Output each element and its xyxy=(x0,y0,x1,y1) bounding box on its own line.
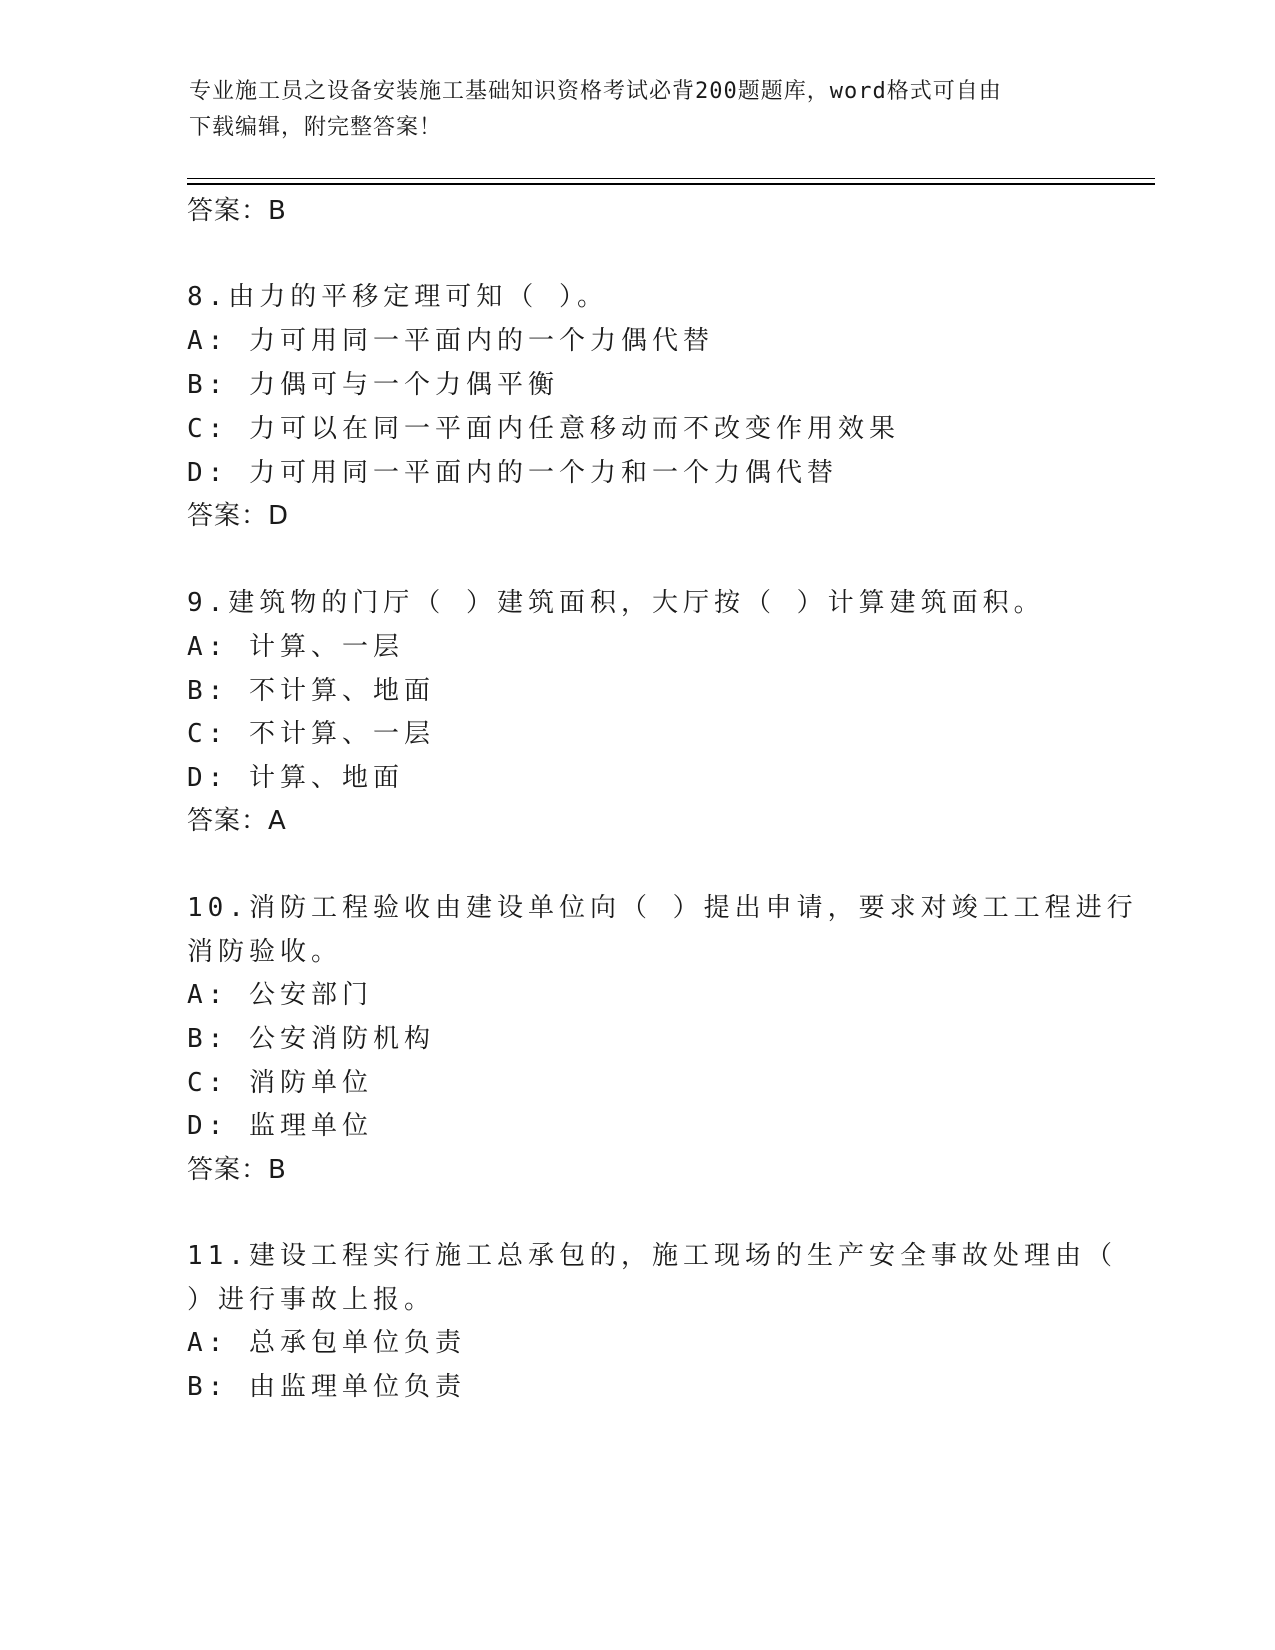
page-header xyxy=(189,74,1069,146)
question-stem: 9.建筑物的门厅（ ）建筑面积，大厅按（ ）计算建筑面积。 xyxy=(187,588,1045,618)
header-divider-thin xyxy=(187,178,1155,179)
option-c: C: 不计算、一层 xyxy=(187,719,435,749)
answer-line: 答案：B xyxy=(187,196,287,226)
option-b: B: 由监理单位负责 xyxy=(187,1372,466,1402)
option-d: D: 监理单位 xyxy=(187,1111,373,1141)
answer-line: 答案：A xyxy=(187,806,287,836)
option-a: A: 总承包单位负责 xyxy=(187,1328,466,1358)
option-b: B: 不计算、地面 xyxy=(187,676,435,706)
question-stem: 11.建设工程实行施工总承包的，施工现场的生产安全事故处理由（ xyxy=(187,1241,1117,1271)
option-d: D: 力可用同一平面内的一个力和一个力偶代替 xyxy=(187,458,838,488)
answer-line: 答案：D xyxy=(187,501,290,531)
header-line-2: 下载编辑，附完整答案！ xyxy=(189,115,443,140)
option-a: A: 公安部门 xyxy=(187,980,373,1010)
option-a: A: 计算、一层 xyxy=(187,632,404,662)
option-c: C: 消防单位 xyxy=(187,1068,373,1098)
option-a: A: 力可用同一平面内的一个力偶代替 xyxy=(187,326,714,356)
question-stem-continued: ）进行事故上报。 xyxy=(187,1285,436,1315)
header-divider-thick xyxy=(187,183,1155,185)
question-stem: 10.消防工程验收由建设单位向（ ）提出申请，要求对竣工工程进行 xyxy=(187,893,1138,923)
option-c: C: 力可以在同一平面内任意移动而不改变作用效果 xyxy=(187,414,900,444)
question-stem-continued: 消防验收。 xyxy=(187,937,343,967)
option-b: B: 力偶可与一个力偶平衡 xyxy=(187,370,559,400)
question-stem: 8.由力的平移定理可知（ ）。 xyxy=(187,282,608,312)
option-b: B: 公安消防机构 xyxy=(187,1024,435,1054)
header-line-1: 专业施工员之设备安装施工基础知识资格考试必背200题题库，word格式可自由 xyxy=(189,79,1002,104)
option-d: D: 计算、地面 xyxy=(187,763,404,793)
answer-line: 答案：B xyxy=(187,1155,287,1185)
